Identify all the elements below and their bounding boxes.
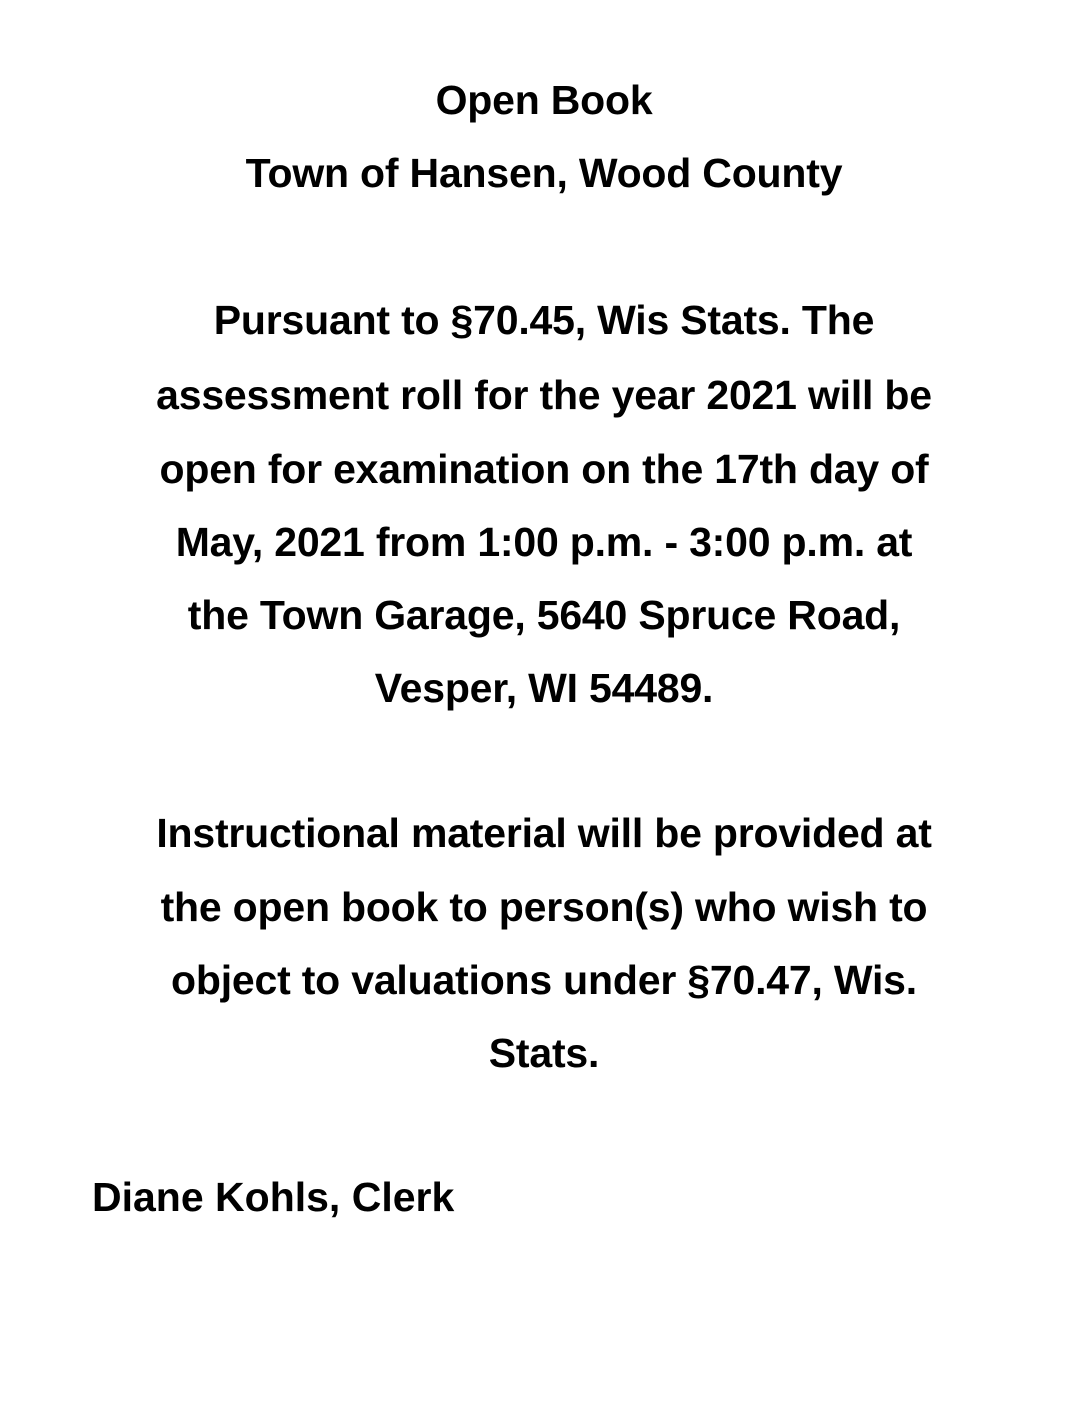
paragraph2-line: Instructional material will be provided at [156, 810, 932, 856]
paragraph1-line: the Town Garage, 5640 Spruce Road, [187, 592, 901, 638]
notice-subtitle: Town of Hansen, Wood County [245, 150, 843, 196]
paragraph2-line: the open book to person(s) who wish to [160, 884, 928, 930]
paragraph1-line: Pursuant to §70.45, Wis Stats. The [213, 297, 875, 343]
paragraph2-line: object to valuations under §70.47, Wis. [171, 957, 917, 1003]
paragraph2-line: Stats. [488, 1030, 600, 1076]
paragraph1-line: Vesper, WI 54489. [374, 665, 714, 711]
notice-title: Open Book [435, 77, 653, 123]
paragraph1-line: open for examination on the 17th day of [159, 446, 929, 492]
paragraph1-line: assessment roll for the year 2021 will be [156, 372, 932, 418]
paragraph1-line: May, 2021 from 1:00 p.m. - 3:00 p.m. at [175, 519, 913, 565]
clerk-signature: Diane Kohls, Clerk [92, 1174, 455, 1220]
